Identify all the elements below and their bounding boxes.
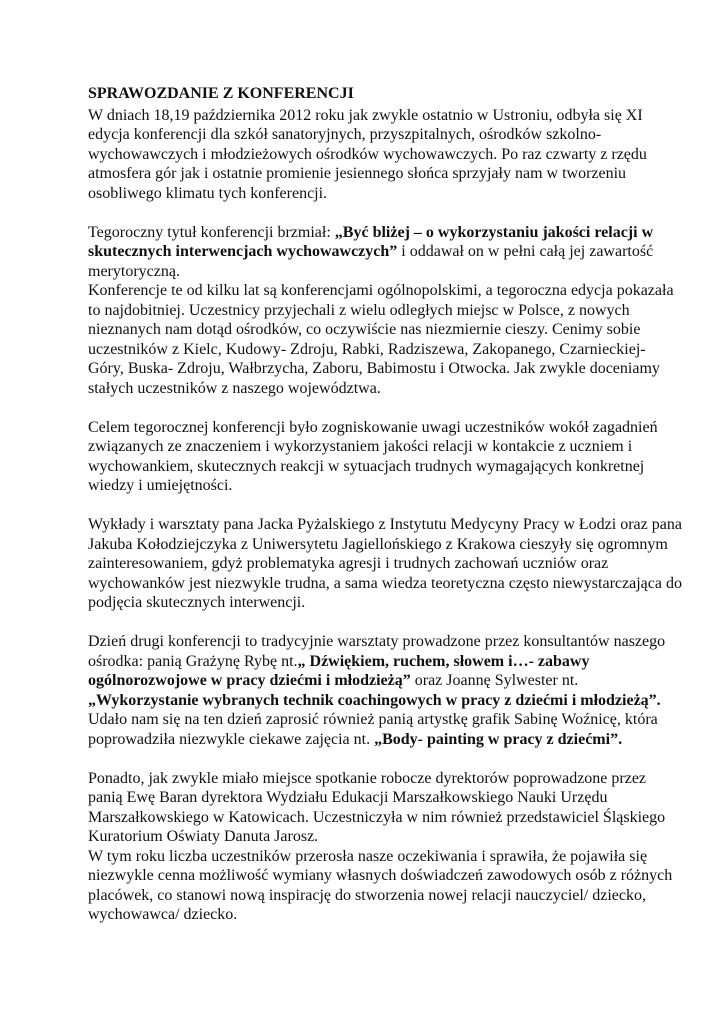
paragraph-artist: [88, 710, 684, 749]
paragraph-summary: W tym roku liczba uczestników przerosła nasze oczekiwania i sprawiła, że pojawiła się niezwykle cenna możliwość wymiany własnych doświadczeń zawodowych osób z różnych placówek, co stanowi nową inspirację do stworzenia nowej relacji nauczyciel/ dziecko, wychowawca/ dziecko.: [88, 847, 673, 923]
workshop-title-2: „Wykorzystanie wybranych technik coachingowych w pracy z dziećmi i młodzieżą”.: [88, 691, 661, 709]
artist-workshop-title: „Body- painting w pracy z dziećmi”.: [374, 730, 623, 748]
artist-lead: Udało nam się na ten dzień zaprosić również panią artystkę grafik Sabinę Woźnicę, która poprowadziła niezwykle ciekawe zajęcia nt.: [88, 711, 658, 748]
paragraph-workshops: [88, 632, 684, 710]
workshops-lead: Dzień drugi konferencji to tradycyjnie warsztaty prowadzone przez konsultantów naszego ośrodka: panią Grażynę Rybę nt.: [88, 633, 666, 670]
paragraph-conference-title: [88, 223, 684, 282]
workshops-middle: oraz Joannę Sylwester nt.: [410, 672, 579, 689]
paragraph-participants: Konferencje te od kilku lat są konferencjami ogólnopolskimi, a tegoroczna edycja pokazała to najdobitniej. Uczestnicy przyjechali z wielu odległych miejsc w Polsce, z nowych nieznanych nam dotąd ośrodków, co oczywiście nas niezmiernie cieszy. Cenimy sobie uczestników z Kielc, Kudowy- Zdroju, Rabki, Radziszewa, Zakopanego, Czarnieckiej- Góry, Buska- Zdroju, Wałbrzycha, Zaboru, Babimostu i Otwocka. Jak zwykle doceniamy stałych uczestników z naszego województwa.: [88, 282, 674, 397]
paragraph-goal: Celem tegorocznej konferencji było zogniskowanie uwagi uczestników wokół zagadnień związanych ze znaczeniem i wykorzystaniem jakości relacji w kontakcie z uczniem i wychowankiem, skutecznych reakcji w sytuacjach trudnych wymagających konkretnej wiedzy i umiejętności.: [88, 418, 658, 494]
workshop-title-1: „ Dźwiękiem, ruchem, słowem i…- zabawy ogólnorozwojowe w pracy dziećmi i młodzieżą”: [88, 652, 590, 689]
conference-title-bold: „Być bliżej – o wykorzystaniu jakości relacji w skutecznych interwencjach wychowawczych”: [88, 223, 654, 260]
paragraph-lectures: Wykłady i warsztaty pana Jacka Pyżalskiego z Instytutu Medycyny Pracy w Łodzi oraz pana Jakuba Kołodziejczyka z Uniwersytetu Jagiellońskiego z Krakowa cieszyły się ogromnym zainteresowaniem, gdyż problematyka agresji i trudnych zachowań uczniów oraz wychowanków jest niezwykle trudna, a sama wiedza teoretyczna często niewystarczająca do podjęcia skutecznych interwencji.: [88, 516, 682, 611]
paragraph-directors-meeting: Ponadto, jak zwykle miało miejsce spotkanie robocze dyrektorów poprowadzone przez panią Ewę Baran dyrektora Wydziału Edukacji Marszałkowskiego Nauki Urzędu Marszałkowskiego w Katowicach. Uczestniczyła w nim również przedstawiciel Śląskiego Kuratorium Oświaty Danuta Jarosz.: [88, 769, 666, 845]
document-title: SPRAWOZDANIE Z KONFERENCJI: [88, 85, 354, 102]
paragraph-intro: W dniach 18,19 października 2012 roku jak zwykle ostatnio w Ustroniu, odbyła się XI edycja konferencji dla szkół sanatoryjnych, przyszpitalnych, ośrodków szkolno-wychowawczych i młodzieżowych ośrodków wychowawczych. Po raz czwarty z rzędu atmosfera gór jak i ostatnie promienie jesiennego słońca sprzyjały nam w tworzeniu osobliwego klimatu tych konferencji.: [88, 106, 647, 202]
conference-title-lead: Tegoroczny tytuł konferencji brzmiał:: [88, 223, 335, 241]
conference-title-tail: i oddawał on w pełni całą jej zawartość merytoryczną.: [88, 243, 654, 280]
